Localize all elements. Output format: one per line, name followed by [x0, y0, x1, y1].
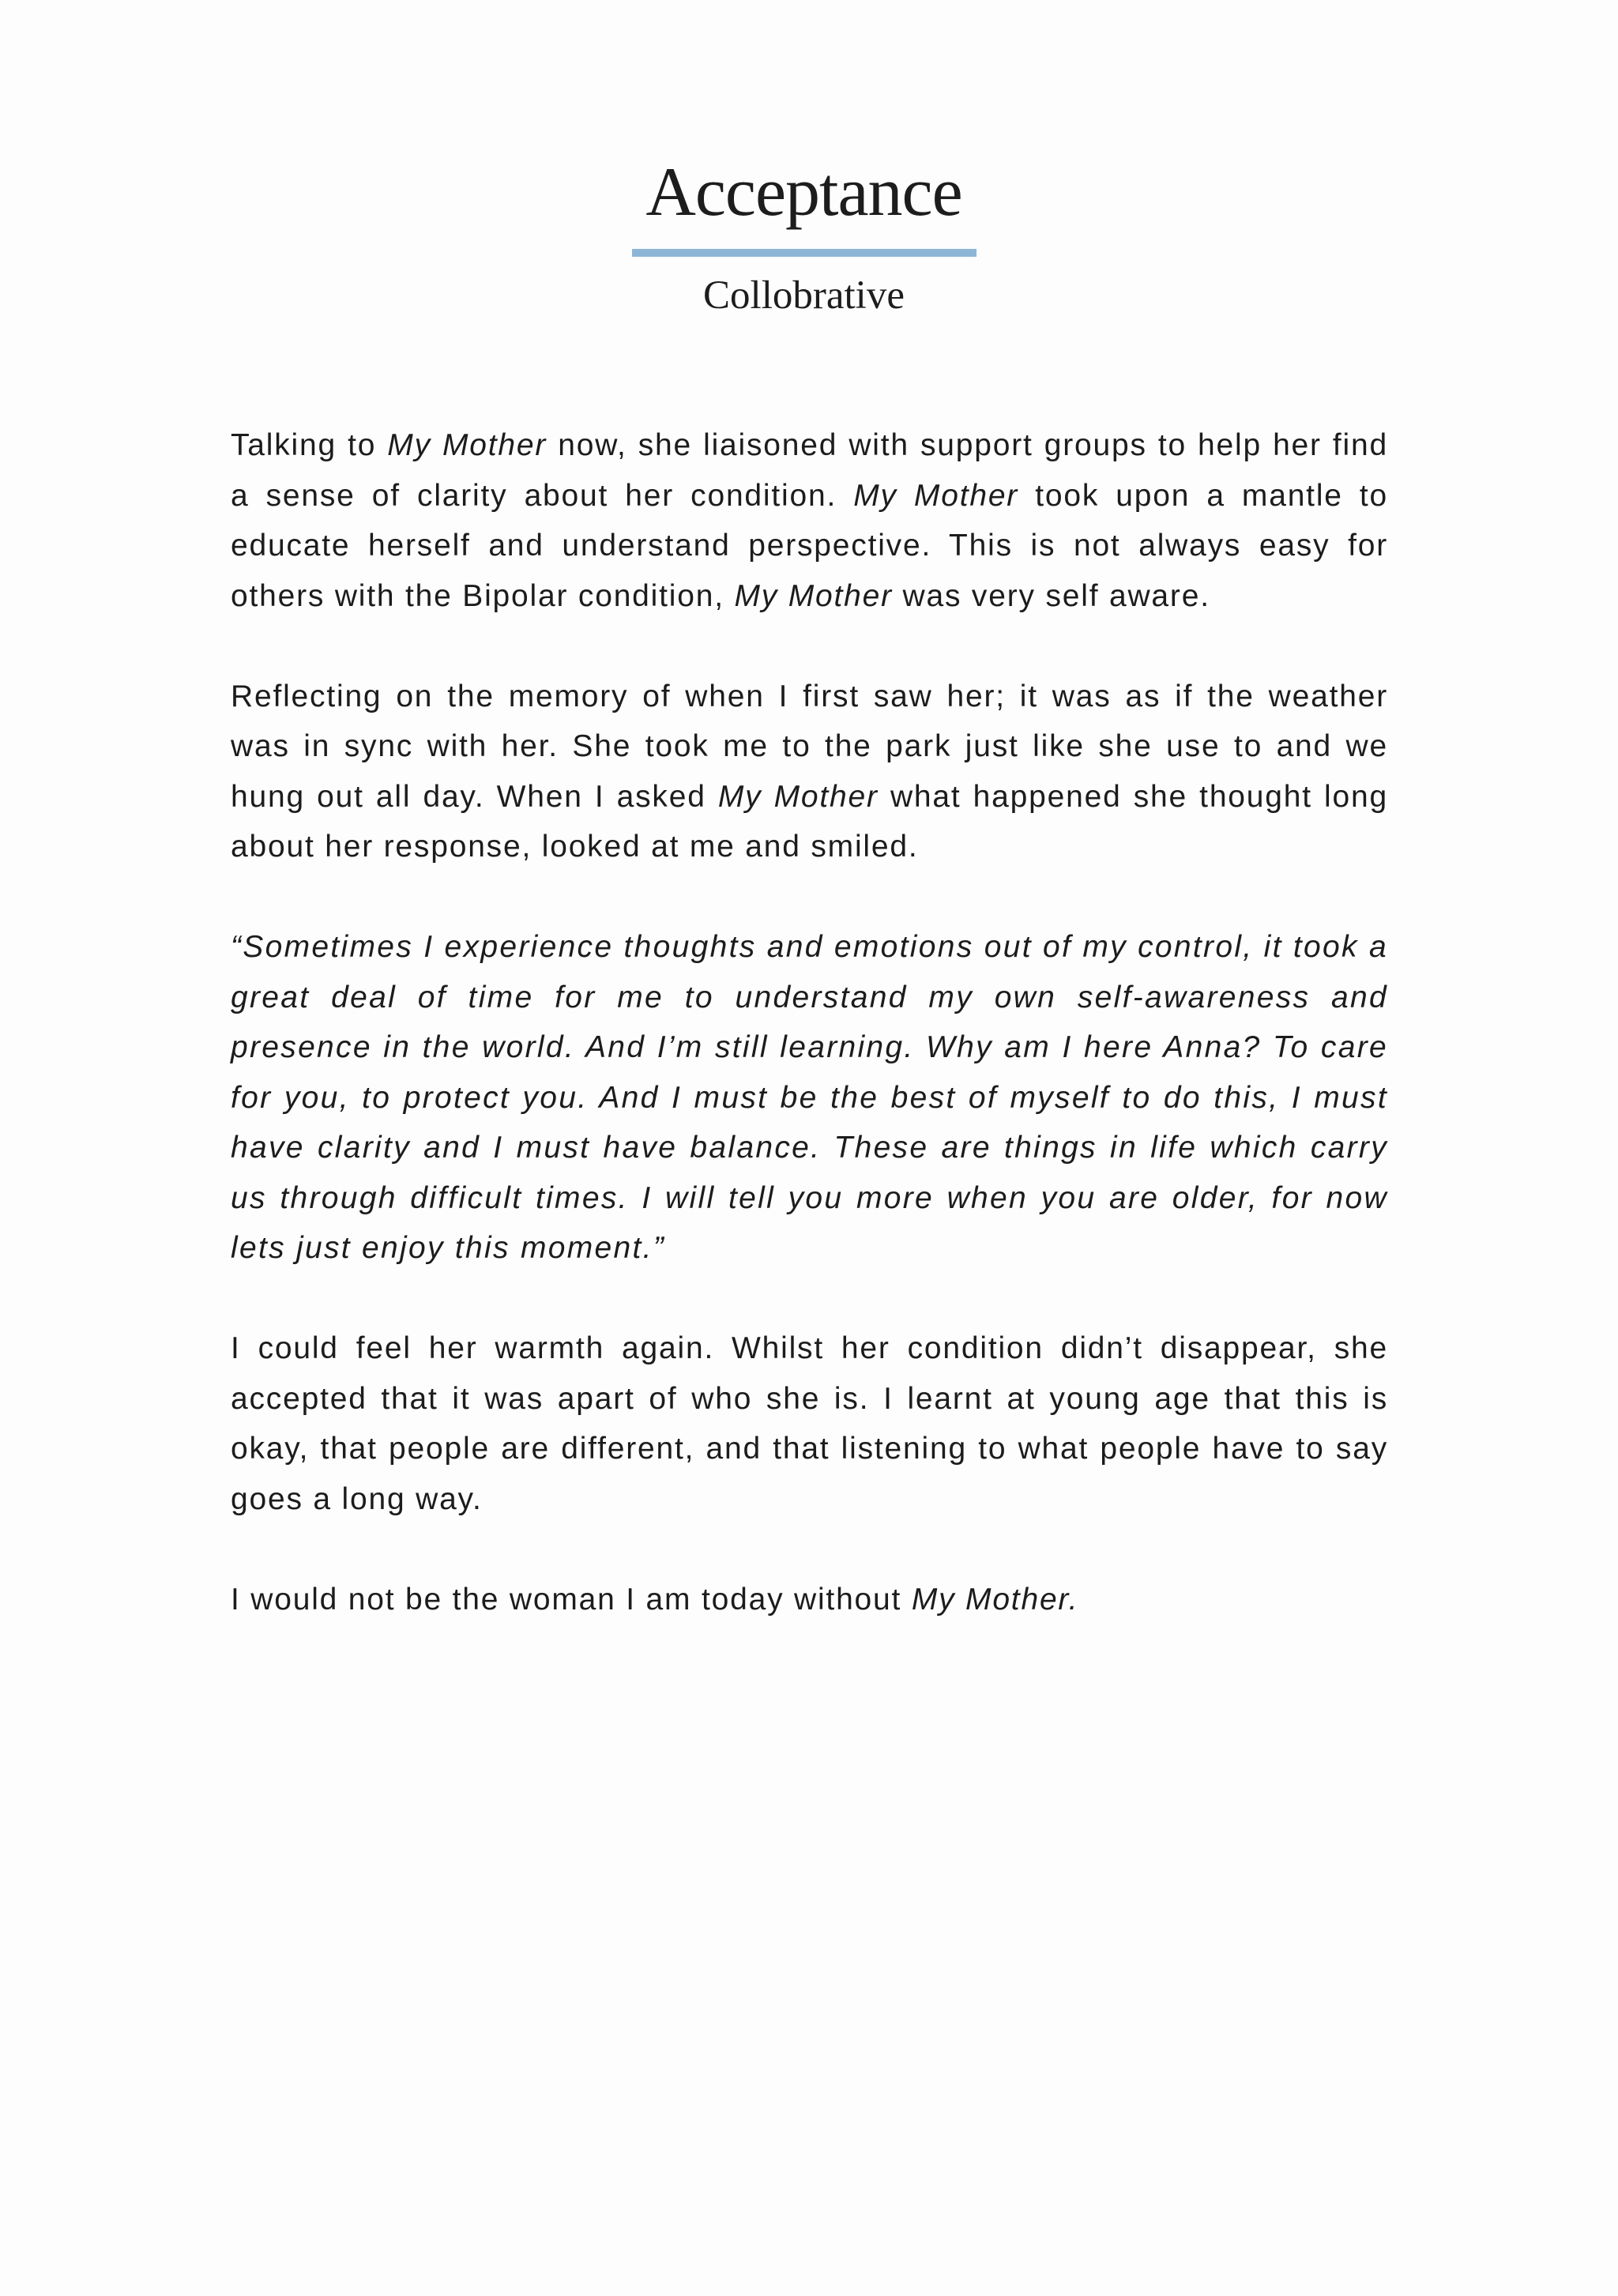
page-title: Acceptance [645, 154, 962, 231]
paragraph-1 [231, 420, 1388, 621]
paragraph-1-text-4: was very self aware. [892, 578, 1210, 613]
paragraph-5-emphasis-1: My Mother. [911, 1582, 1079, 1617]
paragraph-5 [231, 1575, 1388, 1625]
paragraph-1-emphasis-2: My Mother [853, 478, 1019, 513]
paragraph-4: I could feel her warmth again. Whilst her condition didn’t disappear, she accepted that it was apart of who she is. I learnt at young age that this is okay, that people are different, and that listening to what people have to say goes a long way. [231, 1331, 1388, 1516]
paragraph-2-text-2: what happened she thought long about her response, looked at me and smiled. [231, 779, 1388, 864]
paragraph-2 [231, 672, 1388, 872]
paragraph-1-text-3: took upon a mantle to educate herself and understand perspective. This is not always easy for others with the Bipolar condition, [231, 478, 1389, 613]
paragraph-2-text-1: Reflecting on the memory of when I first saw her; it was as if the weather was in sync with her. She took me to the park just like she use to and we hung out all day. When I asked [231, 679, 1388, 814]
paragraph-5-text-1: I would not be the woman I am today without [231, 1582, 912, 1617]
quote-paragraph: “Sometimes I experience thoughts and emotions out of my control, it took a great deal of time for me to understand my own self-awareness and presence in the world. And I’m still learning. Why am I here Anna? To care for you, to protect you. And I must be the best of myself to do this, I must have clarity and I must have balance. These are things in life which carry us through difficult times. I will tell you more when you are older, for now lets just enjoy this moment.” [231, 930, 1388, 1265]
body-text [231, 420, 1388, 1675]
paragraph-1-text-2: now, she liaisoned with support groups to help her find a sense of clarity about her condition. [231, 428, 1388, 513]
paragraph-1-emphasis-3: My Mother [734, 578, 893, 613]
page-header [0, 154, 1608, 318]
paragraph-1-text-1: Talking to [231, 428, 388, 462]
title-underline [632, 249, 976, 257]
page-subtitle: Collobrative [703, 273, 905, 318]
paragraph-2-emphasis-1: My Mother [717, 779, 879, 814]
paragraph-1-emphasis-1: My Mother [387, 428, 547, 462]
